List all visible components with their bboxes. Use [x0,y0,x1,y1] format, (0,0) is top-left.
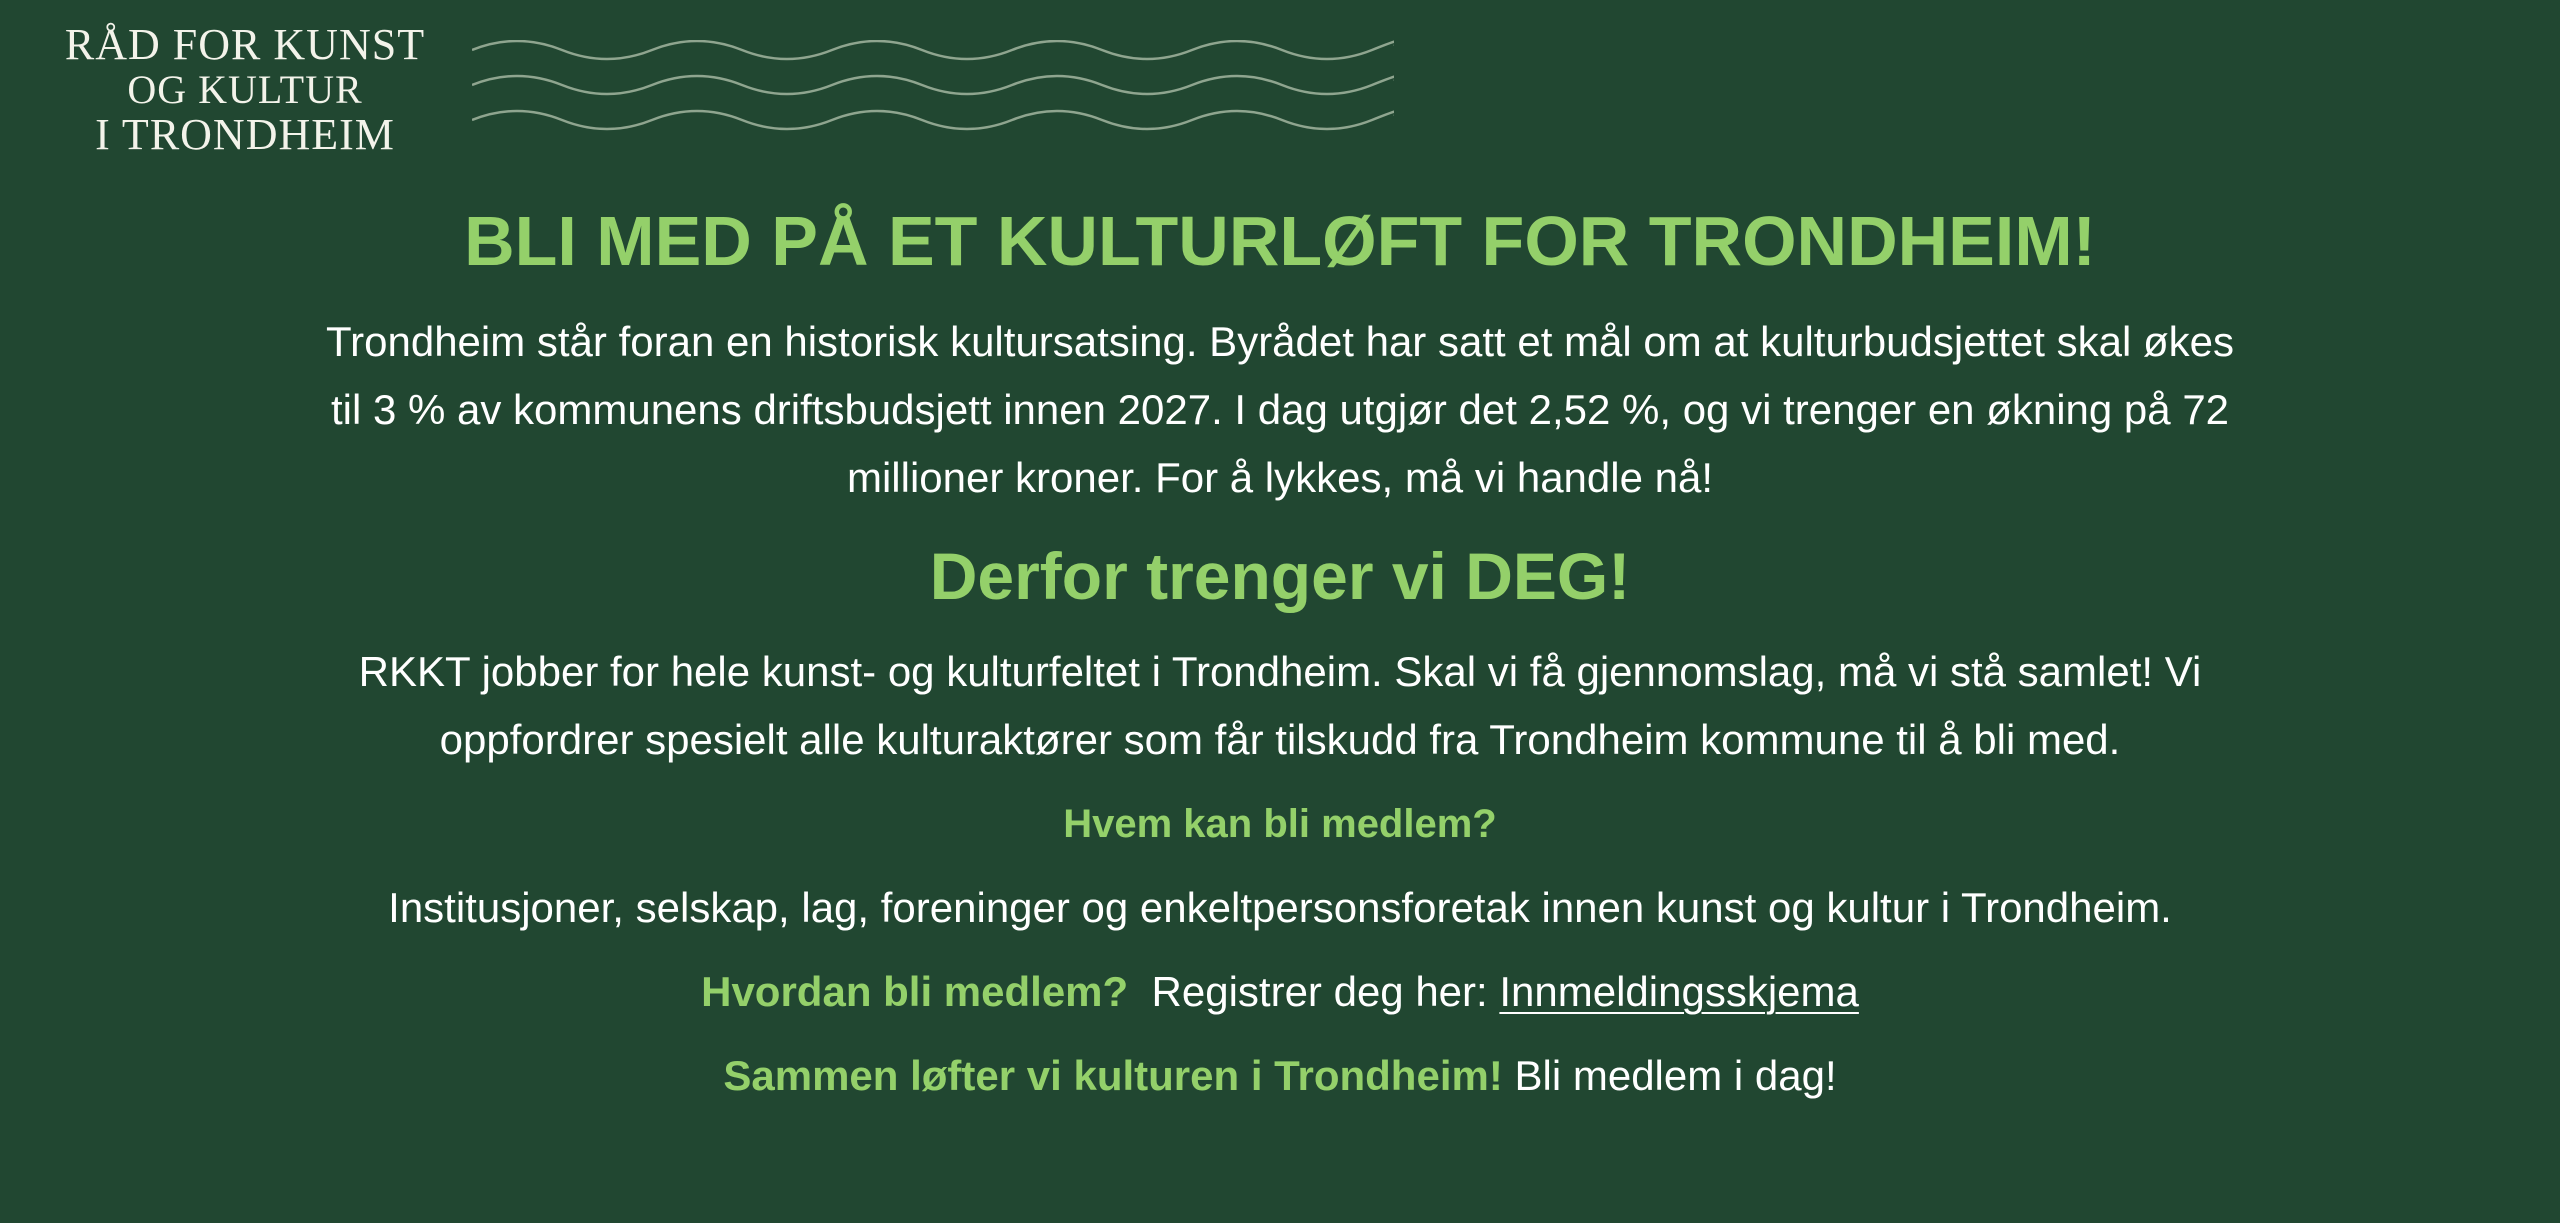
page-headline: BLI MED PÅ ET KULTURLØFT FOR TRONDHEIM! [464,202,2096,280]
closing-line [0,1046,2560,1106]
closing-text: Bli medlem i dag! [1514,1052,1837,1099]
body-paragraph [230,638,2330,774]
wave-line-3 [472,110,1394,129]
registration-form-link[interactable]: Innmeldingsskjema [1499,968,1859,1015]
how-text: Registrer deg her: [1151,968,1488,1015]
decorative-waves [472,40,1394,150]
how-question: Hvordan bli medlem? [701,968,1129,1015]
logo-line-3: I TRONDHEIM [95,110,395,159]
logo [50,22,440,157]
main-content [0,196,2560,1106]
body-line-2: oppfordrer spesielt alle kulturaktører som får tilskudd fra Trondheim kommune til å bli med. [439,716,2121,763]
subheading: Derfor trenger vi DEG! [929,539,1631,613]
body-line-1: RKKT jobber for hele kunst- og kulturfeltet i Trondheim. Skal vi få gjennomslag, må vi stå samlet! Vi [358,648,2202,695]
how-line [0,962,2560,1022]
logo-line-1: RÅD FOR KUNST [64,20,426,69]
closing-highlight: Sammen løfter vi kulturen i Trondheim! [723,1052,1503,1099]
logo-line-2: OG KULTUR [127,67,363,112]
wave-line-2 [472,75,1394,94]
wave-line-1 [472,40,1394,59]
who-answer: Institusjoner, selskap, lag, foreninger og enkeltpersonsforetak innen kunst og kultur i Trondheim. [388,884,2172,931]
intro-line-3: millioner kroner. For å lykkes, må vi handle nå! [846,454,1714,501]
who-question: Hvem kan bli medlem? [1063,802,1497,846]
intro-line-1: Trondheim står foran en historisk kultursatsing. Byrådet har satt et mål om at kulturbudsjettet skal økes [326,318,2234,365]
intro-paragraph [190,308,2370,512]
intro-line-2: til 3 % av kommunens driftsbudsjett innen 2027. I dag utgjør det 2,52 %, og vi trenger en økning på 72 [330,386,2230,433]
